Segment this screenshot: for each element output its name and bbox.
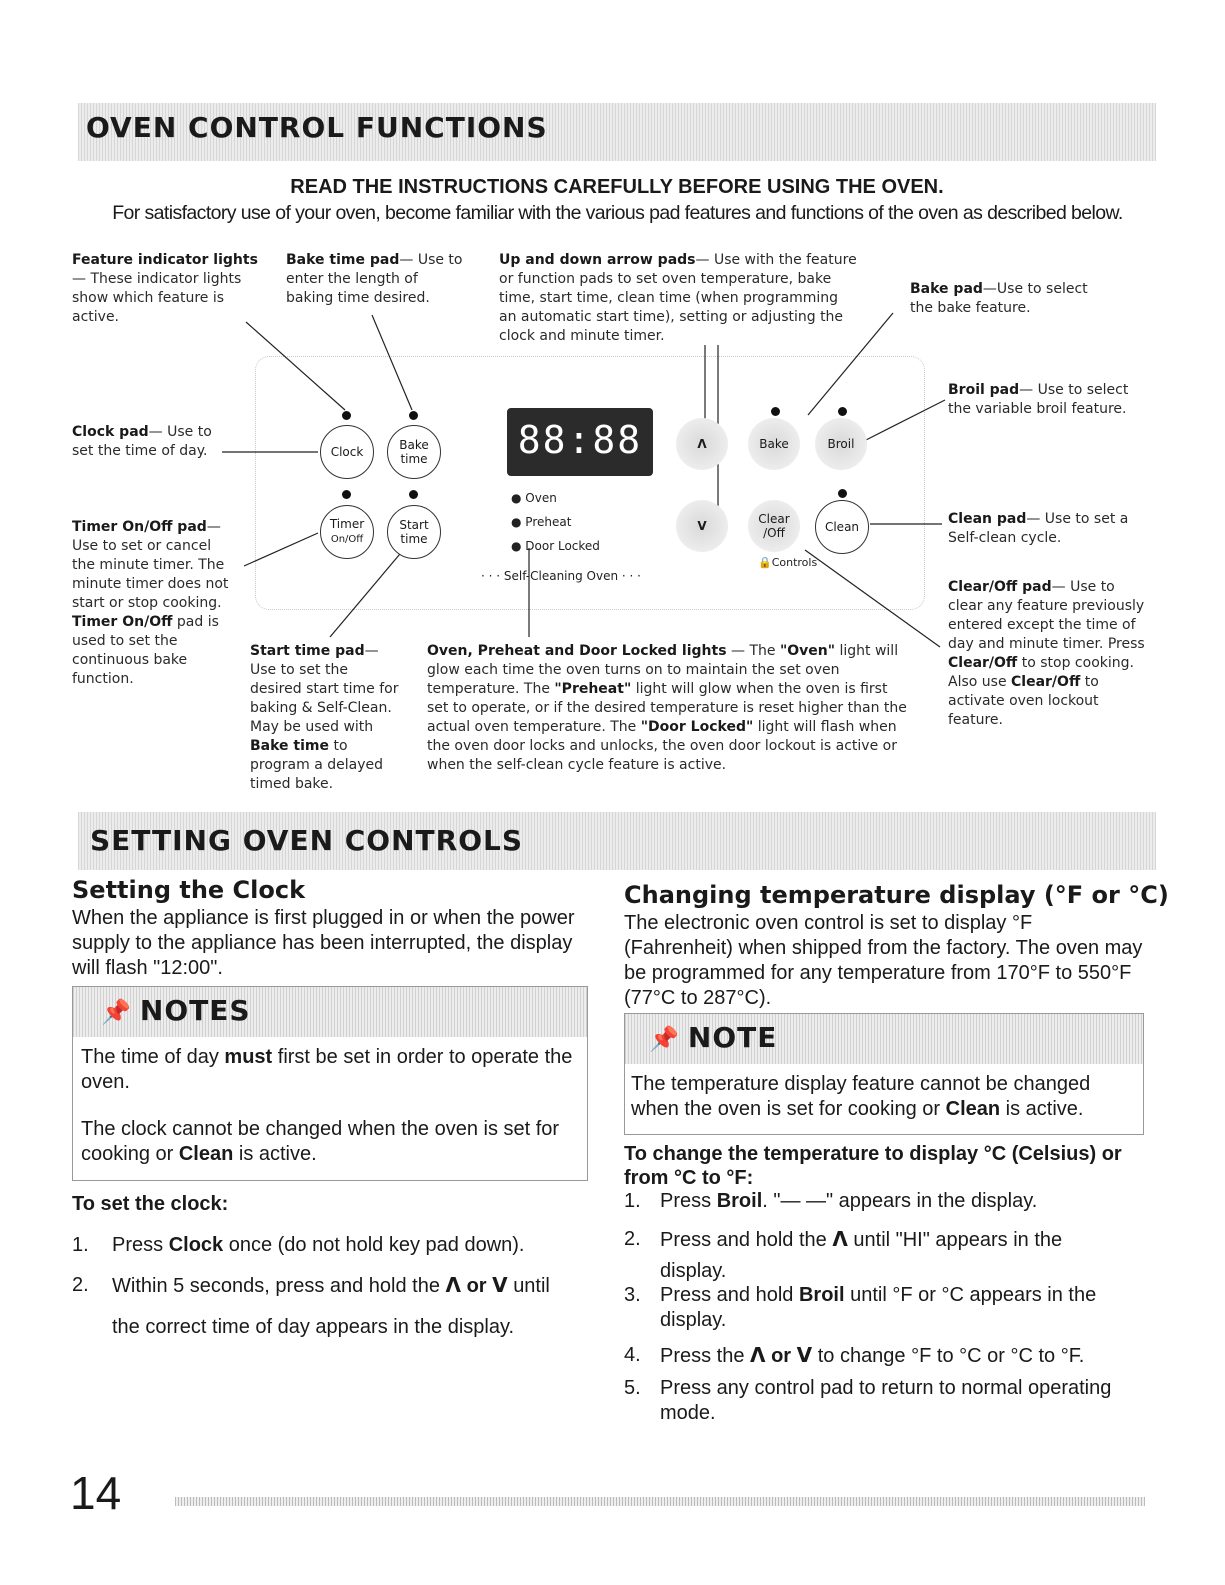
- section-title: OVEN CONTROL FUNCTIONS: [86, 111, 548, 144]
- label-bold: Bake time: [250, 738, 329, 754]
- clock-step-2: 2. Within 5 seconds, press and hold the Λ or V until the correct time of day appears in the display.: [72, 1273, 550, 1338]
- clock-section-title: Setting the Clock: [72, 876, 306, 904]
- label-title: Up and down arrow pads: [499, 252, 696, 268]
- temp-step-2: 2. Press and hold the Λ until "HI" appears in the display.: [624, 1227, 1063, 1282]
- display-digits: 88:88: [517, 418, 643, 462]
- bake-time-pad[interactable]: [387, 425, 441, 479]
- indicator-oven: ● Oven: [511, 491, 557, 505]
- label-text: light will glow when the oven is first set to operate, or if the desired temperature is reset higher than the actual oven temperature. The: [427, 681, 907, 735]
- label-text: — The: [731, 643, 776, 659]
- label-text: — Use to enter the length of baking time desired.: [286, 252, 463, 306]
- leader-baketime: [372, 315, 412, 410]
- leader-bake: [808, 313, 893, 415]
- oven-display: [507, 408, 653, 476]
- label-title: Oven, Preheat and Door Locked lights: [427, 643, 727, 659]
- indicator-dot-bake: [771, 407, 780, 416]
- clean-pad[interactable]: [815, 500, 869, 554]
- label-title: Timer On/Off pad: [72, 519, 207, 535]
- down-arrow-icon: V: [796, 1343, 813, 1367]
- label-bold: Clear/Off: [1011, 674, 1081, 690]
- leader-feature: [246, 322, 345, 410]
- up-arrow-icon: Λ: [445, 1273, 462, 1297]
- indicator-dot-start: [409, 490, 418, 499]
- label-text: Also use: [948, 674, 1007, 690]
- label-bold: "Oven": [779, 643, 836, 659]
- temp-step-1: 1. Press Broil. "— —" appears in the display.: [624, 1190, 1038, 1212]
- timer-on-off-pad[interactable]: [320, 505, 374, 559]
- intro-text: For satisfactory use of your oven, become familiar with the various pad features and functions of the oven as described below.: [112, 202, 1123, 224]
- section-title: SETTING OVEN CONTROLS: [90, 824, 524, 857]
- change-temp-subheading: To change the temperature to display °C (Celsius) or from °C to °F:: [624, 1143, 1122, 1189]
- label-text: to stop cooking.: [1021, 655, 1134, 671]
- pad-label: Bake time: [399, 438, 429, 466]
- pushpin-icon: 📌: [649, 1025, 680, 1053]
- section-banner-setting-controls: [78, 812, 1156, 870]
- leader-start: [330, 548, 405, 637]
- self-cleaning-label: · · · Self-Cleaning Oven · · ·: [481, 569, 641, 583]
- up-arrow-icon: Λ: [697, 437, 707, 451]
- clock-section-text: When the appliance is first plugged in or when the power supply to the appliance has been interrupted, the display will flash "12:00".: [72, 907, 575, 979]
- indicator-dot-broil: [838, 407, 847, 416]
- notes-banner: [73, 987, 587, 1037]
- controls-lock-label: 🔒Controls: [758, 556, 818, 569]
- leader-broil: [866, 400, 945, 440]
- temp-step-3: 3. Press and hold Broil until °F or °C appears in the display.: [624, 1284, 1097, 1331]
- note-box: [624, 1013, 1144, 1135]
- notes-box: [72, 986, 588, 1181]
- set-clock-subheading: To set the clock:: [72, 1193, 229, 1215]
- indicator-dot-clean: [838, 489, 847, 498]
- bake-pad[interactable]: [748, 418, 800, 470]
- up-arrow-icon: Λ: [750, 1343, 766, 1367]
- label-bold: Timer On/Off: [72, 614, 173, 630]
- temp-section-text: The electronic oven control is set to display °F (Fahrenheit) when shipped from the factory. The oven may be programmed for any temperature from 170°F to 550°F (77°C to 287°C).: [624, 912, 1143, 1009]
- up-arrow-icon: Λ: [832, 1227, 848, 1251]
- label-text: —Use to select the bake feature.: [910, 281, 1088, 316]
- indicator-dot-timer: [342, 490, 351, 499]
- label-text: — These indicator lights show which feature is active.: [72, 271, 242, 325]
- clear-off-pad[interactable]: [748, 500, 800, 552]
- pad-label: Start time: [399, 518, 429, 546]
- down-arrow-icon: V: [492, 1273, 508, 1297]
- indicator-door-locked: ● Door Locked: [511, 539, 600, 553]
- pad-label: Timer On/Off: [329, 517, 365, 545]
- pad-label: Clean: [824, 520, 860, 534]
- up-arrow-pad[interactable]: [676, 418, 728, 470]
- intro-heading: READ THE INSTRUCTIONS CAREFULLY BEFORE USING THE OVEN.: [290, 176, 944, 198]
- label-text: — Use with the feature or function pads to set oven temperature, bake time, start time, clean time (when programming an automatic start time), setting or adjusting the clock and minute timer.: [499, 252, 857, 344]
- down-arrow-icon: V: [697, 519, 707, 533]
- label-text: — Use to clear any feature previously entered except the time of day and minute timer. Press: [948, 579, 1145, 652]
- temp-step-4: 4. Press the Λ or V to change °F to °C or °C to °F.: [624, 1343, 1085, 1367]
- pad-label: Clear /Off: [758, 512, 790, 540]
- note-title: 📌 NOTE: [649, 1021, 778, 1054]
- page-number: 14: [70, 1467, 122, 1519]
- clock-pad[interactable]: [320, 425, 374, 479]
- pad-label: Clock: [330, 445, 364, 459]
- label-title: Start time pad: [250, 643, 365, 659]
- temp-section-title: Changing temperature display (°F or °C): [624, 881, 1169, 909]
- label-bold: "Door Locked": [640, 719, 754, 735]
- label-title: Clean pad: [948, 511, 1027, 527]
- label-text: to program a delayed timed bake.: [250, 738, 383, 792]
- lock-icon: 🔒: [758, 556, 772, 569]
- start-time-pad[interactable]: [387, 505, 441, 559]
- indicator-preheat: ● Preheat: [511, 515, 572, 529]
- label-text: — Use to set a Self-clean cycle.: [948, 511, 1129, 546]
- note-item: The temperature display feature cannot be changed when the oven is set for cooking or Clean is active.: [631, 1073, 1091, 1120]
- label-bold: "Preheat": [554, 681, 632, 697]
- leader-clearoff: [805, 550, 940, 647]
- label-text: — Use to set the desired start time for baking & Self-Clean. May be used with: [250, 643, 399, 735]
- label-text: — Use to set the time of day.: [72, 424, 212, 459]
- leader-timer: [244, 533, 318, 566]
- label-text: light will flash when the oven door locks and unlocks, the oven door lockout is active or when the self-clean cycle feature is active.: [427, 719, 897, 773]
- label-title: Broil pad: [948, 382, 1020, 398]
- label-title: Feature indicator lights: [72, 252, 258, 268]
- note-item-1: The time of day must first be set in order to operate the oven.: [81, 1046, 573, 1093]
- label-text: — Use to set or cancel the minute timer. The minute timer does not start or stop cooking.: [72, 519, 229, 611]
- broil-pad[interactable]: [815, 418, 867, 470]
- note-item-2: The clock cannot be changed when the oven is set for cooking or Clean is active.: [81, 1118, 560, 1165]
- label-text: to activate oven lockout feature.: [948, 674, 1099, 728]
- label-text: pad is used to set the continuous bake function.: [72, 614, 219, 687]
- pad-label: Bake: [759, 437, 789, 451]
- pushpin-icon: 📌: [101, 998, 132, 1026]
- label-title: Bake time pad: [286, 252, 400, 268]
- indicator-dot-clock: [342, 411, 351, 420]
- label-title: Bake pad: [910, 281, 983, 297]
- note-banner: [625, 1014, 1143, 1064]
- indicator-list: [511, 486, 600, 558]
- pad-label: Broil: [827, 437, 855, 451]
- label-title: Clock pad: [72, 424, 149, 440]
- label-title: Clear/Off pad: [948, 579, 1052, 595]
- label-text: light will glow each time the oven turns on to maintain the set oven temperature. The: [427, 643, 899, 697]
- footer-rule: [175, 1497, 1145, 1506]
- label-bold: Clear/Off: [948, 655, 1018, 671]
- clock-step-1: 1. Press Clock once (do not hold key pad down).: [72, 1234, 525, 1256]
- indicator-dot-baketime: [409, 411, 418, 420]
- notes-title: 📌 NOTES: [101, 994, 251, 1027]
- label-text: — Use to select the variable broil feature.: [948, 382, 1129, 417]
- down-arrow-pad[interactable]: [676, 500, 728, 552]
- temp-step-5: 5. Press any control pad to return to normal operating mode.: [624, 1377, 1112, 1424]
